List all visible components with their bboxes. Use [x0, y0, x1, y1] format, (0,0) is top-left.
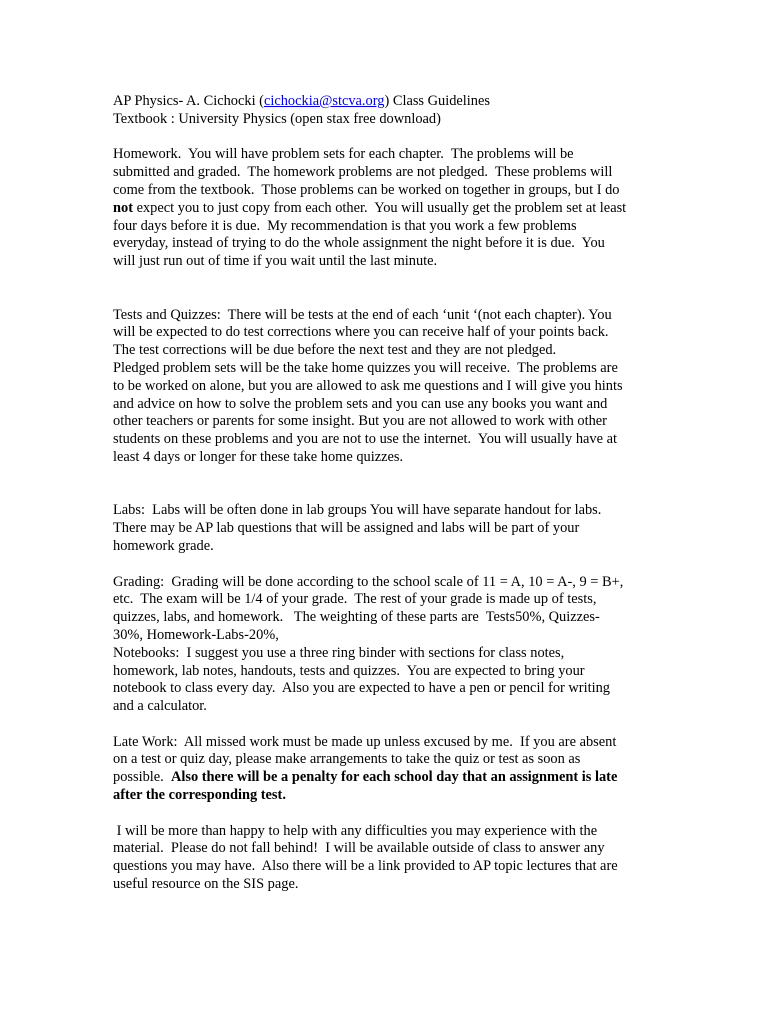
tests-line: will be expected to do test corrections where you can receive half of your points back.: [113, 324, 609, 341]
labs-line: There may be AP lab questions that will be assigned and labs will be part of your: [113, 520, 580, 537]
tests-line: Tests and Quizzes: There will be tests at the end of each ‘unit ‘(not each chapter). You: [113, 306, 612, 323]
homework-line: submitted and graded. The homework problems are not pledged. These problems will: [113, 164, 613, 181]
labs-line: homework grade.: [113, 537, 214, 554]
late-work-plain: possible.: [113, 769, 171, 786]
document-page: [113, 93, 673, 894]
closing-line: useful resource on the SIS page.: [113, 876, 299, 893]
tests-line: other teachers or parents for some insight. But you are not allowed to work with other: [113, 413, 607, 430]
homework-line: Homework. You will have problem sets for each chapter. The problems will be: [113, 146, 574, 163]
email-link[interactable]: cichockia@stcva.org: [263, 93, 385, 109]
notebooks-line: and a calculator.: [113, 698, 207, 715]
homework-line: everyday, instead of trying to do the whole assignment the night before it is due. You: [113, 235, 605, 252]
tests-line: and advice on how to solve the problem sets and you can use any books you want and: [113, 395, 608, 412]
notebooks-line: notebook to class every day. Also you are expected to have a pen or pencil for writing: [113, 680, 610, 697]
header-section: [113, 93, 673, 129]
homework-line: four days before it is due. My recommendation is that you work a few problems: [113, 217, 577, 234]
closing-line: material. Please do not fall behind! I will be available outside of class to answer any: [113, 840, 605, 857]
labs-line: Labs: Labs will be often done in lab groups You will have separate handout for labs.: [113, 502, 602, 519]
late-work-line: [113, 787, 673, 805]
late-work-section: [113, 734, 673, 805]
grading-line: quizzes, labs, and homework. The weighting of these parts are Tests50%, Quizzes-: [113, 609, 600, 626]
title-line: [113, 93, 673, 111]
homework-line: come from the textbook. Those problems can be worked on together in groups, but I do: [113, 181, 620, 198]
closing-line: I will be more than happy to help with any difficulties you may experience with the: [113, 822, 598, 839]
grading-line: 30%, Homework-Labs-20%,: [113, 626, 279, 643]
notebooks-section: [113, 645, 673, 716]
late-work-line: on a test or quiz day, please make arrangements to take the quiz or test as soon as: [113, 751, 581, 768]
late-work-penalty-bold: after the corresponding test.: [113, 787, 286, 804]
homework-line: will just run out of time if you wait until the last minute.: [113, 253, 438, 270]
late-work-penalty-bold: Also there will be a penalty for each school day that an assignment is late: [170, 769, 618, 786]
tests-line: least 4 days or longer for these take home quizzes.: [113, 448, 404, 465]
textbook-line: Textbook : University Physics (open stax free download): [113, 110, 441, 127]
title-prefix: AP Physics- A. Cichocki (: [113, 93, 264, 109]
homework-line: [113, 200, 673, 218]
homework-not-bold: not: [113, 199, 133, 216]
closing-section: [113, 823, 673, 894]
notebooks-line: homework, lab notes, handouts, tests and quizzes. You are expected to bring your: [113, 662, 585, 679]
notebooks-line: Notebooks: I suggest you use a three ring binder with sections for class notes,: [113, 644, 565, 661]
tests-line: to be worked on alone, but you are allowed to ask me questions and I will give you hints: [113, 377, 623, 394]
tests-section: [113, 307, 673, 467]
tests-line: students on these problems and you are not to use the internet. You will usually have at: [113, 431, 617, 448]
grading-section: [113, 574, 673, 645]
late-work-line: Late Work: All missed work must be made up unless excused by me. If you are absent: [113, 733, 617, 750]
labs-section: [113, 502, 673, 555]
homework-line-rest: expect you to just copy from each other. You will usually get the problem set at least: [133, 199, 627, 216]
tests-line: The test corrections will be due before the next test and they are not pledged.: [113, 342, 557, 359]
title-suffix: ) Class Guidelines: [384, 93, 490, 109]
late-work-line: [113, 769, 673, 787]
grading-line: etc. The exam will be 1/4 of your grade. The rest of your grade is made up of tests,: [113, 591, 597, 608]
grading-line: Grading: Grading will be done according to the school scale of 11 = A, 10 = A-, 9 = B+,: [113, 573, 624, 590]
closing-line: questions you may have. Also there will be a link provided to AP topic lectures that are: [113, 858, 618, 875]
homework-section: [113, 146, 673, 271]
tests-line: Pledged problem sets will be the take home quizzes you will receive. The problems are: [113, 359, 618, 376]
